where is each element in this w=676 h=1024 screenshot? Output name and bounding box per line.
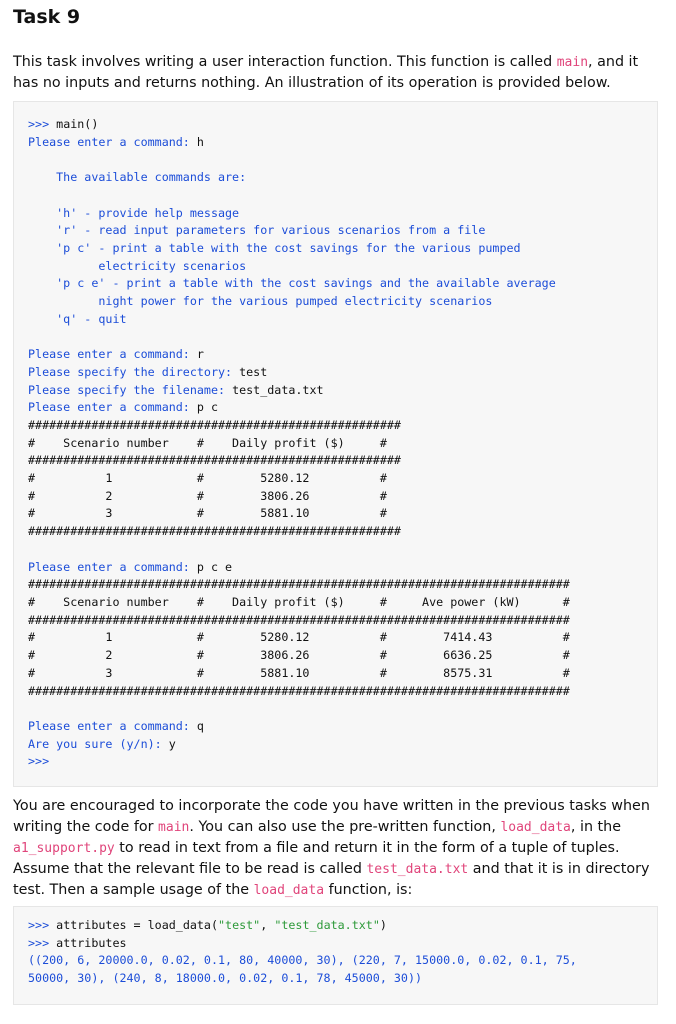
session-line-output: test_data.txt [232, 382, 324, 397]
session-line-output: p c [196, 400, 219, 415]
inline-code: load_data [253, 883, 325, 898]
session-line-output: p c e [196, 559, 233, 574]
session-line-output: # 1 # 5280.12 # 7414.43 # [28, 630, 570, 645]
session-line-output: # Scenario number # Daily profit ($) # Ave power (kW) # [28, 594, 570, 609]
session-transcript [28, 116, 570, 771]
session-line-prompt: 'h' - provide help message [28, 205, 240, 220]
inline-code: load_data [500, 820, 571, 835]
usage-paragraph: You are encouraged to incorporate the code you have written in the previous tasks when writing the code for main. You can also use the pre-written function, load_data, in the a1_support.py to read in text from a file and return it in the form of a tuple of tuples. Assume that the relevant file to be read is called test_data.txt and that it is in directory test. Then a sample usage of the load_data function, is: [13, 798, 650, 898]
session-line-output: # 3 # 5881.10 # 8575.31 # [28, 665, 570, 680]
session-line-output: # 2 # 3806.26 # 6636.25 # [28, 648, 570, 663]
inline-code: test_data.txt [366, 862, 469, 877]
session-line-prompt: Please enter a command: [28, 347, 197, 362]
session-line-output: # Scenario number # Daily profit ($) # [28, 435, 387, 450]
intro-paragraph: This task involves writing a user interaction function. This function is called main, and it has no inputs and returns nothing. An illustration of its operation is provided below. [13, 54, 639, 91]
session-line-output: ##################################################### [28, 524, 401, 539]
inline-code: a1_support.py [13, 841, 115, 856]
session-line-prompt: night power for the various pumped electricity scenarios [28, 294, 493, 309]
session-line-prompt: Are you sure (y/n): [28, 736, 169, 751]
session-line-prompt: electricity scenarios [28, 258, 247, 273]
session-line-output: ############################################################################# [28, 612, 570, 627]
session-line-output: main() [56, 117, 99, 131]
session-line-output: q [196, 718, 204, 733]
session-line-prompt: Please enter a command: [28, 559, 197, 574]
session-line-prompt: Please enter a command: [28, 134, 197, 149]
session-line-output: # 1 # 5280.12 # [28, 471, 387, 486]
session-line-prompt: 'p c' - print a table with the cost savings for the various pumped [28, 240, 521, 255]
session-line-prompt: Please specify the filename: [28, 382, 233, 397]
inline-code: main [158, 820, 190, 835]
session-line-output: y [168, 736, 176, 751]
session-line-prompt: 'q' - quit [28, 311, 127, 326]
session-line-output: # 3 # 5881.10 # [28, 506, 387, 521]
session-code-block [13, 101, 658, 787]
inline-code: main [556, 55, 589, 70]
example-code-block [13, 906, 658, 1005]
session-line-output: # 2 # 3806.26 # [28, 488, 387, 503]
session-line-output: r [196, 347, 204, 362]
session-line-prompt: Please enter a command: [28, 400, 197, 415]
session-line-prompt: 'p c e' - print a table with the cost savings and the available average [28, 276, 556, 291]
session-line-prompt: >>> [28, 754, 50, 769]
session-line-output: ############################################################################# [28, 683, 570, 698]
session-line-output: ##################################################### [28, 417, 401, 432]
session-line-prompt: >>> [28, 117, 57, 131]
session-line-prompt: The available commands are: [28, 170, 247, 185]
session-line-prompt: Please specify the directory: [28, 364, 240, 379]
session-line-output: test [239, 364, 268, 379]
session-line-prompt: Please enter a command: [28, 718, 197, 733]
session-line-output: h [196, 134, 204, 149]
session-line-output: ############################################################################# [28, 577, 570, 592]
session-line-prompt: 'r' - read input parameters for various scenarios from a file [28, 223, 486, 238]
task-title: Task 9 [13, 6, 81, 28]
session-line-output: ##################################################### [28, 453, 401, 468]
example-code: >>> attributes = load_data("test", "test_data.txt") >>> attributes ((200, 6, 20000.0, 0.02, 0.1, 80, 40000, 30), (220, 7, 15000.0, 0.02, 0.1, 75, 50000, 30), (240, 8, 18000.0, 0.02, 0.1, 78, 45000, 30)) [28, 918, 577, 986]
